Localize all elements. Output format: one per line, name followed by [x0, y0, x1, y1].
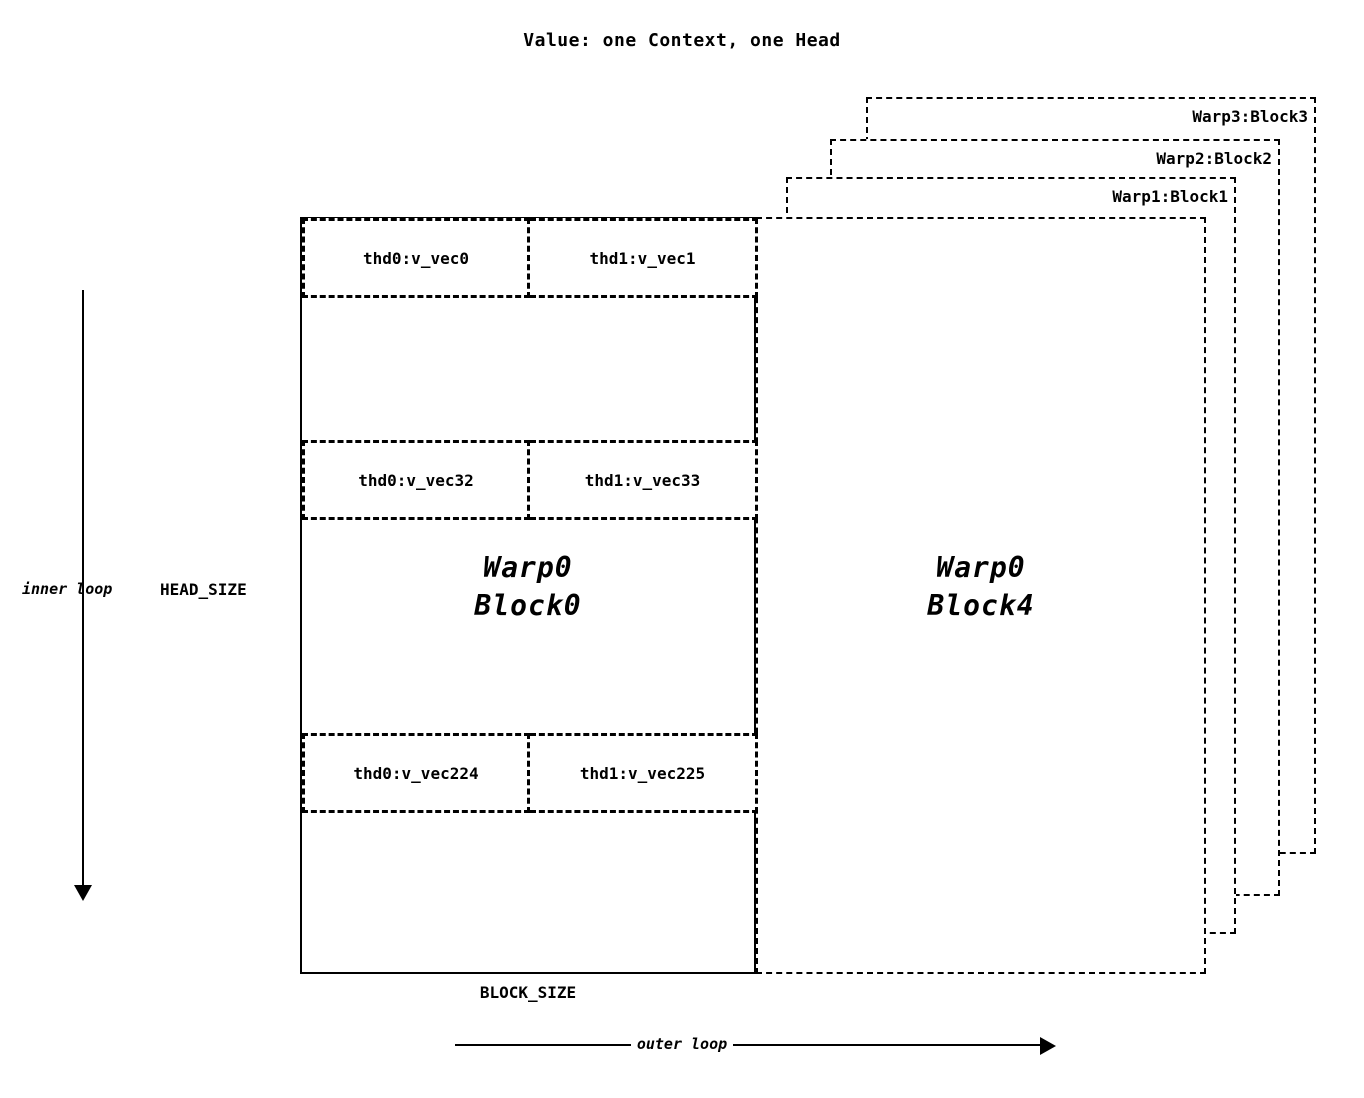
block4-label	[758, 549, 1204, 625]
outer-loop-arrow-icon	[1040, 1037, 1056, 1055]
block0-label-line2: Block0	[474, 588, 582, 622]
outer-loop-label: outer loop	[631, 1035, 733, 1053]
block-warp0-block4	[756, 217, 1206, 974]
diagram-title: Value: one Context, one Head	[523, 30, 841, 51]
outer-loop-axis-line	[455, 1044, 1045, 1046]
block0-label	[302, 549, 754, 625]
thread-cell-thd0-vvec32: thd0:v_vec32	[302, 440, 530, 520]
thread-cell-thd1-vvec33: thd1:v_vec33	[530, 440, 758, 520]
block-stack-label-2: Warp2:Block2	[1156, 149, 1272, 168]
block0-label-line1: Warp0	[483, 551, 573, 584]
block4-label-line1: Warp0	[936, 551, 1026, 584]
block-warp0-block0	[300, 217, 756, 974]
thread-cell-thd1-vvec225: thd1:v_vec225	[530, 733, 758, 813]
inner-loop-arrow-icon	[74, 885, 92, 901]
block4-label-line2: Block4	[927, 588, 1035, 622]
block-size-label: BLOCK_SIZE	[479, 983, 577, 1002]
thread-cell-thd1-vvec1: thd1:v_vec1	[530, 218, 758, 298]
head-size-label: HEAD_SIZE	[160, 580, 247, 599]
thread-row-32	[302, 440, 758, 520]
block-stack-label-1: Warp1:Block1	[1112, 187, 1228, 206]
thread-row-224	[302, 733, 758, 813]
inner-loop-label: inner loop	[22, 580, 113, 598]
block-stack-label-3: Warp3:Block3	[1192, 107, 1308, 126]
thread-cell-thd0-vvec224: thd0:v_vec224	[302, 733, 530, 813]
thread-row-0	[302, 218, 758, 298]
thread-cell-thd0-vvec0: thd0:v_vec0	[302, 218, 530, 298]
